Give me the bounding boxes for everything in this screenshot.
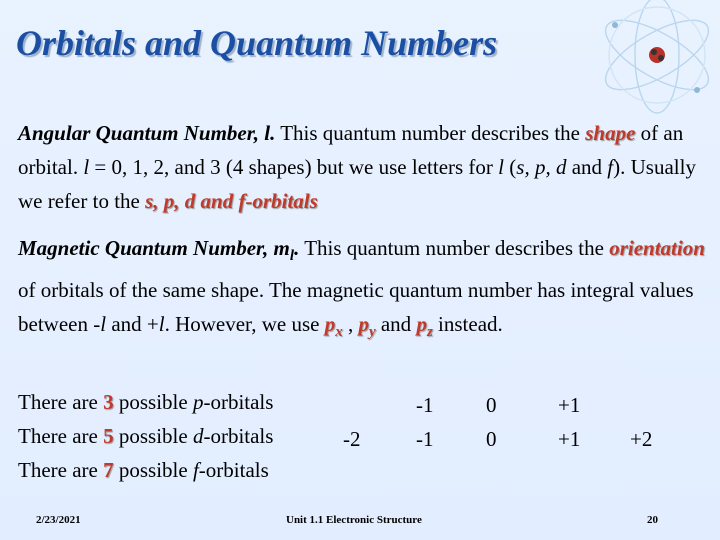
row-suffix: -orbitals [203,390,274,414]
row-prefix: There are [18,424,98,448]
sep: , [347,312,354,337]
para2-text-5: and [380,312,412,337]
row-count: 5 [103,424,114,448]
angular-quantum-paragraph [18,116,708,218]
para1-text-1: This quantum number describes the [280,121,580,145]
para1-text-6: ). Usually we refer to the [18,155,696,213]
f-orbitals-row [18,458,269,488]
row-type: d [192,424,204,448]
row-type: f [192,458,199,482]
l-symbol-2: l [498,155,505,179]
py-sub: y [368,324,376,341]
orientation-highlight: orientation [609,236,705,260]
letter-f: f [607,155,614,179]
para2-text-1: This quantum number describes the [304,236,604,260]
row-count: 3 [103,390,114,414]
para1-text-2: of an orbital. [18,121,684,179]
para1-text-5: and [571,155,603,179]
footer-page-number: 20 [647,514,658,526]
footer-center: Unit 1.1 Electronic Structure [286,514,422,526]
para1-text-3: = 0, 1, 2, and 3 (4 shapes) but we use letters for [94,155,493,179]
ml-value: +1 [558,427,581,451]
l-symbol-b: l [158,312,165,337]
footer-date: 2/23/2021 [36,514,81,526]
row-possible: possible [118,458,188,482]
ml-value: +1 [558,393,581,417]
d-orbitals-row [18,424,273,454]
px-label: p [324,312,336,337]
ml-value: -1 [416,427,434,451]
magnetic-quantum-paragraph [18,231,708,349]
row-suffix: -orbitals [203,424,274,448]
orbitals-highlight: s, p, d and f-orbitals [145,189,318,213]
magnetic-lead-end: . [294,236,300,260]
atom-logo-icon [585,0,720,125]
ml-value: 0 [486,393,497,417]
para2-text-4: . However, we use [164,312,320,337]
para2-text-3: and + [111,312,159,337]
px-sub: x [335,324,343,341]
row-count: 7 [103,458,114,482]
pz-label: p [416,312,427,337]
para2-text-6: instead. [438,312,503,337]
p-orbitals-row [18,390,273,420]
row-possible: possible [118,424,188,448]
row-possible: possible [118,390,188,414]
shape-highlight: shape [585,121,636,145]
py-label: p [358,312,369,337]
para2-text-2: of orbitals of the same shape. The magnetic quantum number has integral values between - [18,278,694,337]
l-symbol: l [83,155,90,179]
magnetic-lead: Magnetic Quantum Number, m [18,236,290,260]
row-prefix: There are [18,390,98,414]
row-type: p [192,390,204,414]
para1-text-4: ( [509,155,517,179]
ml-value: +2 [630,427,653,451]
row-prefix: There are [18,458,98,482]
magnetic-lead-sub: l [289,248,295,265]
slide-title: Orbitals and Quantum Numbers [16,23,498,63]
ml-value: 0 [486,427,497,451]
pz-sub: z [426,324,433,341]
l-symbol-a: l [100,312,107,337]
angular-lead: Angular Quantum Number, l. [18,121,276,145]
row-suffix: -orbitals [198,458,269,482]
ml-value: -2 [343,427,361,451]
letters-spd: s, p, d [516,155,567,179]
ml-value: -1 [416,393,434,417]
